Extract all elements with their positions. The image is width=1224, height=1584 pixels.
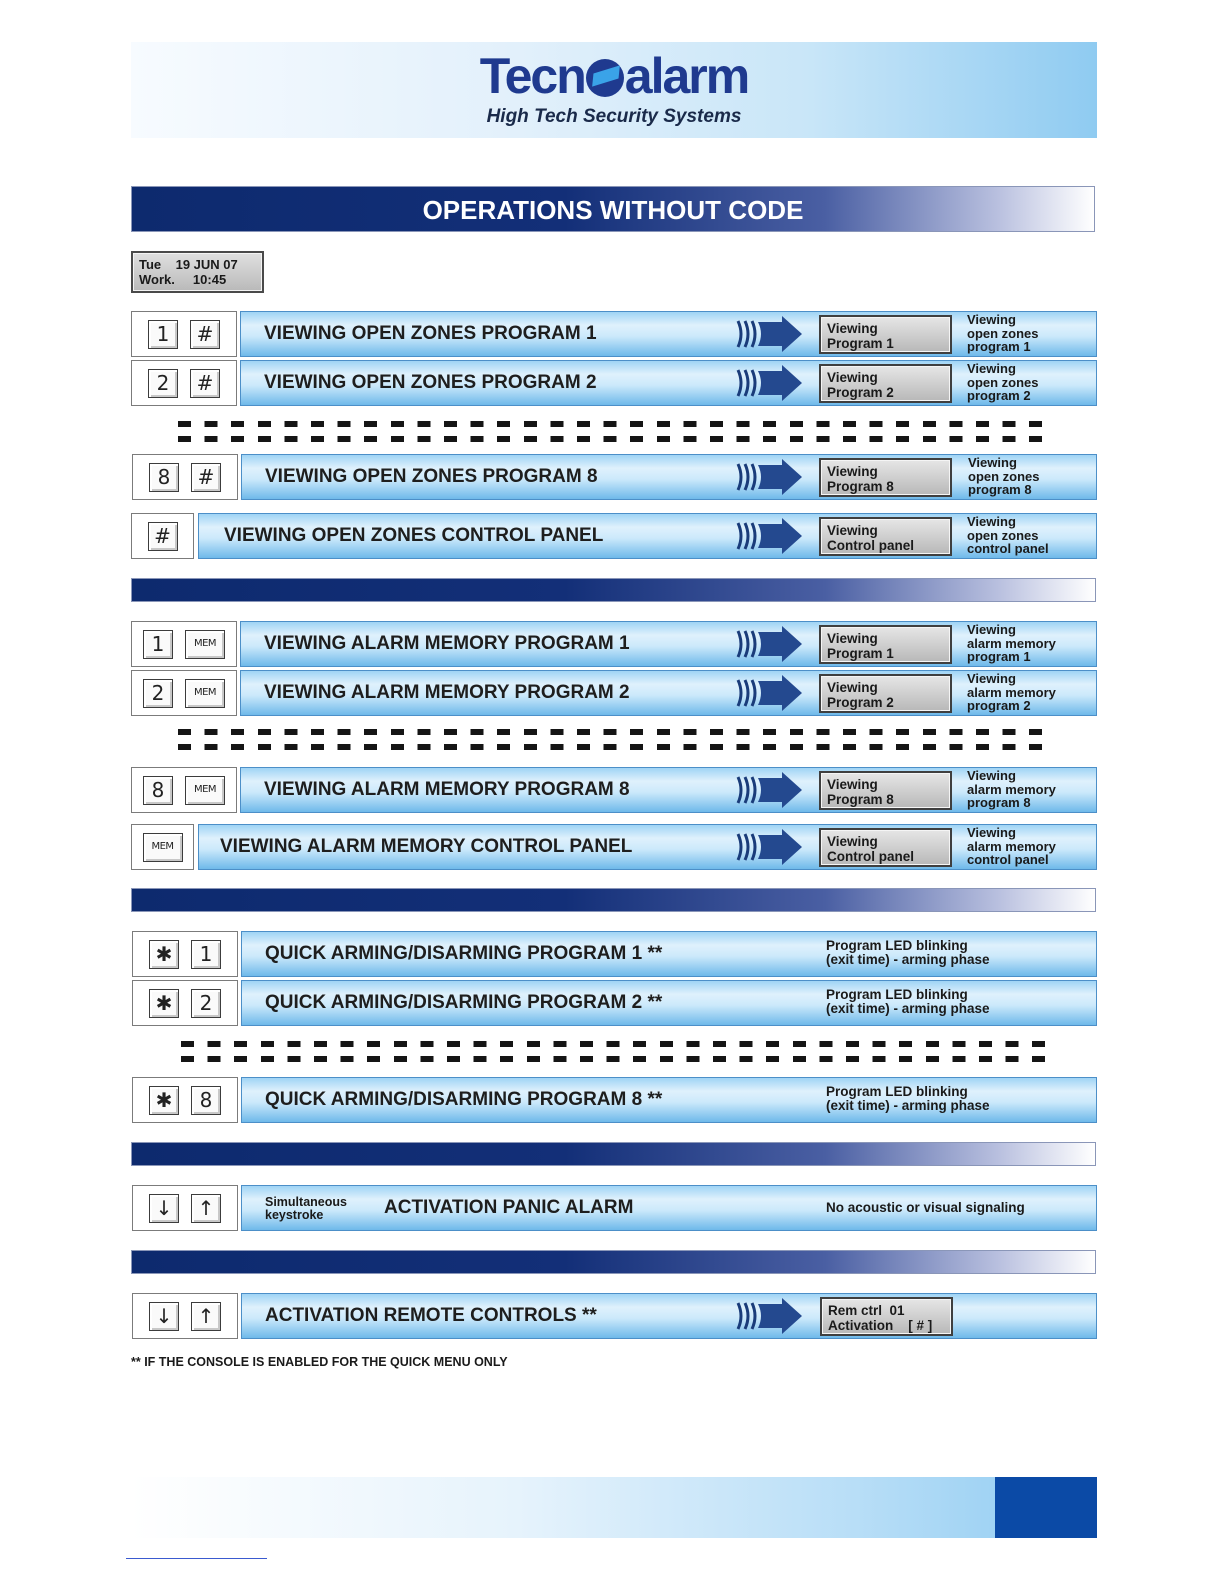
key-star[interactable]: ✱ <box>149 1086 179 1115</box>
lcd-readout: Viewing Program 1 <box>819 625 952 664</box>
arrow-icon <box>736 674 806 712</box>
logo-o-mark-icon <box>586 59 624 97</box>
key-mem[interactable]: MEM <box>185 679 225 708</box>
key-mem[interactable]: MEM <box>185 630 225 659</box>
key-combo-open-zones-1 <box>131 311 237 357</box>
operation-label: VIEWING ALARM MEMORY PROGRAM 2 <box>264 682 630 703</box>
key-hash[interactable]: # <box>148 522 178 551</box>
footnote: ** IF THE CONSOLE IS ENABLED FOR THE QUICK MENU ONLY <box>131 1355 508 1369</box>
arrow-icon <box>736 1297 806 1335</box>
arrow-down-key[interactable]: ↓ <box>149 1194 179 1223</box>
status-note: No acoustic or visual signaling <box>826 1200 1025 1215</box>
status-note: Program LED blinking (exit time) - arming phase <box>826 1084 990 1113</box>
brand-logo: Tecn alarm <box>479 48 749 104</box>
operation-label: QUICK ARMING/DISARMING PROGRAM 2 ** <box>265 992 663 1013</box>
operation-label: VIEWING OPEN ZONES PROGRAM 2 <box>264 372 597 393</box>
operation-row-open-zones-panel <box>198 513 1097 559</box>
footer-page-block <box>995 1477 1097 1538</box>
key-8[interactable]: 8 <box>143 776 173 805</box>
key-combo-open-zones-2 <box>131 360 237 406</box>
key-mem[interactable]: MEM <box>143 833 183 862</box>
operation-label: ACTIVATION REMOTE CONTROLS ** <box>265 1305 597 1326</box>
key-star[interactable]: ✱ <box>149 940 179 969</box>
status-note: Program LED blinking (exit time) - arming phase <box>826 987 990 1016</box>
operation-label: VIEWING ALARM MEMORY CONTROL PANEL <box>220 836 633 857</box>
operation-label: VIEWING ALARM MEMORY PROGRAM 8 <box>264 779 630 800</box>
arrow-icon <box>736 625 806 663</box>
operation-label: VIEWING OPEN ZONES PROGRAM 1 <box>264 323 597 344</box>
key-combo-open-zones-panel <box>131 513 194 559</box>
operation-row-quick-arming-2 <box>241 980 1097 1026</box>
arrow-icon <box>736 458 806 496</box>
key-hash[interactable]: # <box>191 463 221 492</box>
operation-label: QUICK ARMING/DISARMING PROGRAM 8 ** <box>265 1089 663 1110</box>
operation-row-quick-arming-1 <box>241 931 1097 977</box>
key-hash[interactable]: # <box>190 369 220 398</box>
key-combo-remote <box>132 1293 238 1339</box>
key-1[interactable]: 1 <box>143 630 173 659</box>
arrow-down-key[interactable]: ↓ <box>149 1302 179 1331</box>
operation-row-remote <box>241 1293 1097 1339</box>
result-text: Viewing alarm memory program 8 <box>967 768 1056 810</box>
lcd-readout: Viewing Program 8 <box>819 458 952 497</box>
page-title: OPERATIONS WITHOUT CODE <box>131 186 1095 232</box>
lcd-readout: Rem ctrl 01 Activation [ # ] <box>820 1297 953 1336</box>
arrow-up-key[interactable]: ↑ <box>191 1194 221 1223</box>
operation-row-alarm-memory-8 <box>240 767 1097 813</box>
lcd-readout: Viewing Program 8 <box>819 771 952 810</box>
key-2[interactable]: 2 <box>191 989 221 1018</box>
operation-label: VIEWING OPEN ZONES PROGRAM 8 <box>265 466 598 487</box>
key-mem[interactable]: MEM <box>185 776 225 805</box>
operation-label: VIEWING OPEN ZONES CONTROL PANEL <box>224 525 604 546</box>
idle-display: Tue 19 JUN 07 Work. 10:45 <box>131 251 264 293</box>
section-divider <box>131 578 1096 602</box>
key-star[interactable]: ✱ <box>149 989 179 1018</box>
key-combo-panic <box>132 1185 238 1231</box>
status-note: Program LED blinking (exit time) - arming phase <box>826 938 990 967</box>
simultaneous-keystroke-label: Simultaneous keystroke <box>265 1195 347 1222</box>
lcd-readout: Viewing Program 2 <box>819 364 952 403</box>
lcd-readout: Viewing Control panel <box>819 517 952 556</box>
arrow-icon <box>736 517 806 555</box>
operation-row-quick-arming-8 <box>241 1077 1097 1123</box>
key-combo-open-zones-8 <box>132 454 238 500</box>
key-combo-alarm-memory-2 <box>131 670 237 716</box>
continuation-dashes <box>181 1041 1047 1065</box>
operation-row-open-zones-2 <box>240 360 1097 406</box>
result-text: Viewing open zones control panel <box>967 514 1049 556</box>
section-divider <box>131 888 1096 912</box>
operation-row-alarm-memory-1 <box>240 621 1097 667</box>
lcd-readout: Viewing Program 2 <box>819 674 952 713</box>
key-hash[interactable]: # <box>190 320 220 349</box>
key-combo-alarm-memory-panel <box>131 824 194 870</box>
tagline: High Tech Security Systems <box>486 106 742 127</box>
arrow-icon <box>736 315 806 353</box>
header-band <box>131 42 1097 138</box>
result-text: Viewing open zones program 8 <box>968 455 1040 497</box>
result-text: Viewing open zones program 2 <box>967 361 1039 403</box>
result-text: Viewing alarm memory control panel <box>967 825 1056 867</box>
arrow-up-key[interactable]: ↑ <box>191 1302 221 1331</box>
operation-row-open-zones-8 <box>241 454 1097 500</box>
key-combo-quick-arming-2 <box>132 980 238 1026</box>
operation-row-alarm-memory-panel <box>198 824 1097 870</box>
operation-row-open-zones-1 <box>240 311 1097 357</box>
section-divider <box>131 1250 1096 1274</box>
arrow-icon <box>736 364 806 402</box>
key-8[interactable]: 8 <box>191 1086 221 1115</box>
arrow-icon <box>736 771 806 809</box>
footer-rule <box>126 1558 267 1559</box>
lcd-readout: Viewing Program 1 <box>819 315 952 354</box>
arrow-icon <box>736 828 806 866</box>
key-1[interactable]: 1 <box>148 320 178 349</box>
lcd-readout: Viewing Control panel <box>819 828 952 867</box>
operation-label: ACTIVATION PANIC ALARM <box>384 1197 634 1218</box>
key-combo-quick-arming-1 <box>132 931 238 977</box>
section-divider <box>131 1142 1096 1166</box>
operation-row-alarm-memory-2 <box>240 670 1097 716</box>
operation-label: VIEWING ALARM MEMORY PROGRAM 1 <box>264 633 630 654</box>
key-8[interactable]: 8 <box>149 463 179 492</box>
continuation-dashes <box>178 421 1044 445</box>
key-combo-quick-arming-8 <box>132 1077 238 1123</box>
key-2[interactable]: 2 <box>148 369 178 398</box>
result-text: Viewing alarm memory program 1 <box>967 622 1056 664</box>
result-text: Viewing open zones program 1 <box>967 312 1039 354</box>
key-1[interactable]: 1 <box>191 940 221 969</box>
key-combo-alarm-memory-8 <box>131 767 237 813</box>
key-2[interactable]: 2 <box>143 679 173 708</box>
key-combo-alarm-memory-1 <box>131 621 237 667</box>
result-text: Viewing alarm memory program 2 <box>967 671 1056 713</box>
operation-label: QUICK ARMING/DISARMING PROGRAM 1 ** <box>265 943 663 964</box>
footer-band <box>131 1477 1097 1538</box>
operation-row-panic <box>241 1185 1097 1231</box>
continuation-dashes <box>178 729 1044 753</box>
